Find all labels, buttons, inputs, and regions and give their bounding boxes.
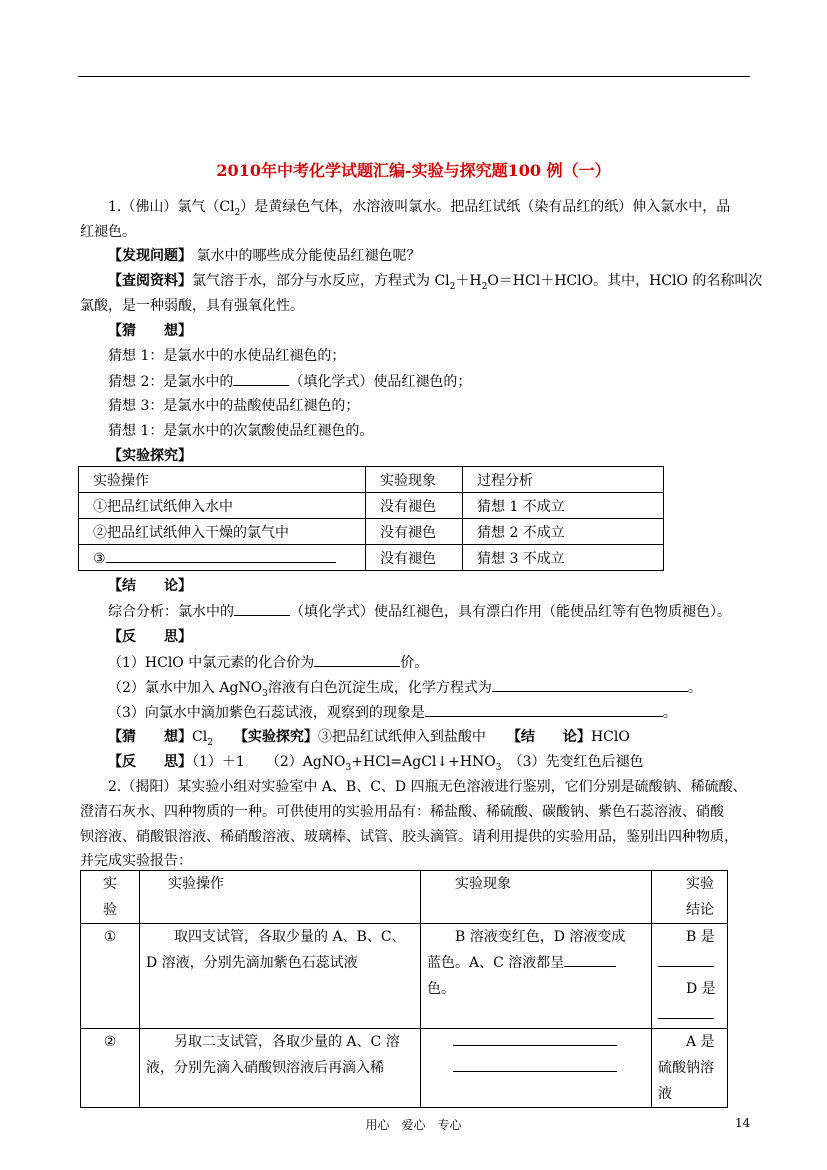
table-header-cell: 过程分析: [463, 467, 664, 493]
page-title: 2010年中考化学试题汇编-实验与探究题100 例（一）: [216, 161, 611, 180]
q1-intro: 1.（佛山）氯气$(Cl_2)$是黄绿色气体，水溶液叫氯水。把品红试纸（染有品红的纸）伸入氯水中，品: [108, 199, 731, 218]
table-row: [79, 545, 664, 571]
q2-line-2: 澄清石灰水、四种物质的一种。可供使用的实验用品有：稀盐酸、稀硫酸、碳酸钠、紫色石蕊溶液、硝酸: [80, 804, 724, 820]
q1-lookup-cont: 氯酸，是一种弱酸，具有强氧化性。: [80, 298, 304, 314]
q1-conclusion: 综合分析：氯水中的 （填化学式）使品红褪色，具有漂白作用（能使品红等有色物质褪色）。: [108, 601, 731, 622]
header-rule: [78, 76, 750, 77]
table-cell: ②把品红试纸伸入干燥的氯气中: [79, 519, 366, 545]
q1-reflect-1: （1）HClO 中氯元素的化合价为 价。: [108, 652, 428, 673]
q1-answer-1: 【猜 想】$Cl_2$ 【实验探究】③把品红试纸伸入到盐酸中 【结 论】HClO: [108, 729, 630, 748]
q1-intro-cont: 红褪色。: [80, 224, 136, 240]
answer-blank: [233, 371, 289, 386]
table-row: [79, 519, 664, 545]
cell-line: 色。: [427, 981, 455, 997]
table-cell: 没有褪色: [366, 493, 463, 519]
answer-blank: [658, 952, 714, 967]
q1-guess-3: 猜想 3：是氯水中的盐酸使品红褪色的；: [108, 398, 360, 414]
table-header-cell: 实验现象: [366, 467, 463, 493]
cell-line: 液，分别先滴入硝酸钡溶液后再滴入稀: [146, 1060, 384, 1076]
q1-reflect-3: （3）向氯水中滴加紫色石蕊试液，观察到的现象是 。: [108, 702, 677, 723]
answer-blank: [564, 952, 616, 967]
answer-blank: [425, 702, 663, 717]
table-cell: 猜想 2 不成立: [463, 519, 664, 545]
table-cell: [652, 924, 728, 1029]
answer-blank: [234, 601, 290, 616]
cell-line: 取四支试管，各取少量的 A、B、C、: [146, 929, 406, 945]
table-header-row: [79, 467, 664, 493]
table-header-cell: 实 验: [81, 871, 140, 924]
table-row: [81, 924, 728, 1029]
cell-line: A 是硫酸钠溶: [658, 1034, 715, 1076]
table-cell: [140, 1029, 421, 1108]
table-header-cell: 实验操作: [79, 467, 366, 493]
table-cell: [421, 1029, 652, 1108]
q1-guess-heading: 【猜 想】: [108, 323, 192, 339]
table-cell: 猜想 3 不成立: [463, 545, 664, 571]
table-cell: [421, 924, 652, 1029]
q1-lookup: 【查阅资料】氯气溶于水，部分与水反应，方程式为 $Cl_2+H_2O=HCl+HClO$。其中，HClO 的名称叫次: [108, 273, 763, 292]
table-cell: 没有褪色: [366, 519, 463, 545]
table-cell: ②: [81, 1029, 140, 1108]
q2-line-1: 2.（揭阳）某实验小组对实验室中 A、B、C、D 四瓶无色溶液进行鉴别，它们分别是硫酸钠、稀硫酸、: [108, 779, 747, 795]
page-footer: 用心 爱心 专心: [365, 1118, 462, 1132]
q2-line-4: 并完成实验报告：: [80, 853, 192, 869]
cell-line: D 是: [658, 976, 721, 1028]
experiment-table: [78, 466, 664, 571]
cell-line: [427, 1055, 645, 1081]
q1-reflect-heading: 【反 思】: [108, 629, 192, 645]
cell-line: D 溶液，分别先滴加紫色石蕊试液: [146, 955, 358, 971]
page-number: 14: [735, 1116, 751, 1130]
table-cell: ③: [79, 545, 366, 571]
table-row: [81, 1029, 728, 1108]
table-header-cell: 实验现象: [421, 871, 652, 924]
answer-blank: [658, 1004, 714, 1019]
q1-explore-heading: 【实验探究】: [108, 448, 192, 464]
table-cell: [652, 1029, 728, 1108]
q1-guess-4: 猜想 1：是氯水中的次氯酸使品红褪色的。: [108, 423, 374, 439]
q1-conclusion-heading: 【结 论】: [108, 578, 192, 594]
table-row: [79, 493, 664, 519]
answer-blank: [453, 1057, 617, 1072]
cell-line: 蓝色。A、C 溶液都呈: [427, 950, 645, 976]
cell-line: B 溶液变红色，D 溶液变成: [427, 929, 626, 945]
report-table: [80, 870, 728, 1108]
answer-blank: [314, 652, 400, 667]
answer-blank: [492, 677, 688, 692]
cell-line: 另取二支试管，各取少量的 A、C 溶: [146, 1034, 400, 1050]
table-cell: ①把品红试纸伸入水中: [79, 493, 366, 519]
table-cell: [140, 924, 421, 1029]
cell-line: B 是: [658, 924, 721, 976]
q1-answer-2: 【反 思】（1）＋1 $(2)AgNO_3+HCl=AgCl↓+HNO_3$ （3）先变红色后褪色: [108, 754, 644, 773]
table-cell: 没有褪色: [366, 545, 463, 571]
table-header-row: [81, 871, 728, 924]
q1-guess-1: 猜想 1：是氯水中的水使品红褪色的；: [108, 348, 346, 364]
answer-blank: [106, 548, 336, 563]
table-cell: 猜想 1 不成立: [463, 493, 664, 519]
table-header-cell: 实验结论: [652, 871, 728, 924]
table-header-cell: 实验操作: [140, 871, 421, 924]
table-cell: ①: [81, 924, 140, 1029]
cell-line: 液: [658, 1086, 672, 1102]
q1-reflect-2: （2）氯水中加入 AgNO$_3$溶液有白色沉淀生成，化学方程式为 。: [108, 677, 702, 704]
q1-discover: 【发现问题】 氯水中的哪些成分能使品红褪色呢？: [108, 248, 421, 264]
cell-line: [427, 1029, 645, 1055]
q2-line-3: 钡溶液、硝酸银溶液、稀硝酸溶液、玻璃棒、试管、胶头滴管。请利用提供的实验用品，鉴别出四种物质，: [80, 829, 738, 845]
answer-blank: [453, 1031, 617, 1046]
q1-guess-2: 猜想 2：是氯水中的 （填化学式）使品红褪色的；: [108, 371, 471, 392]
